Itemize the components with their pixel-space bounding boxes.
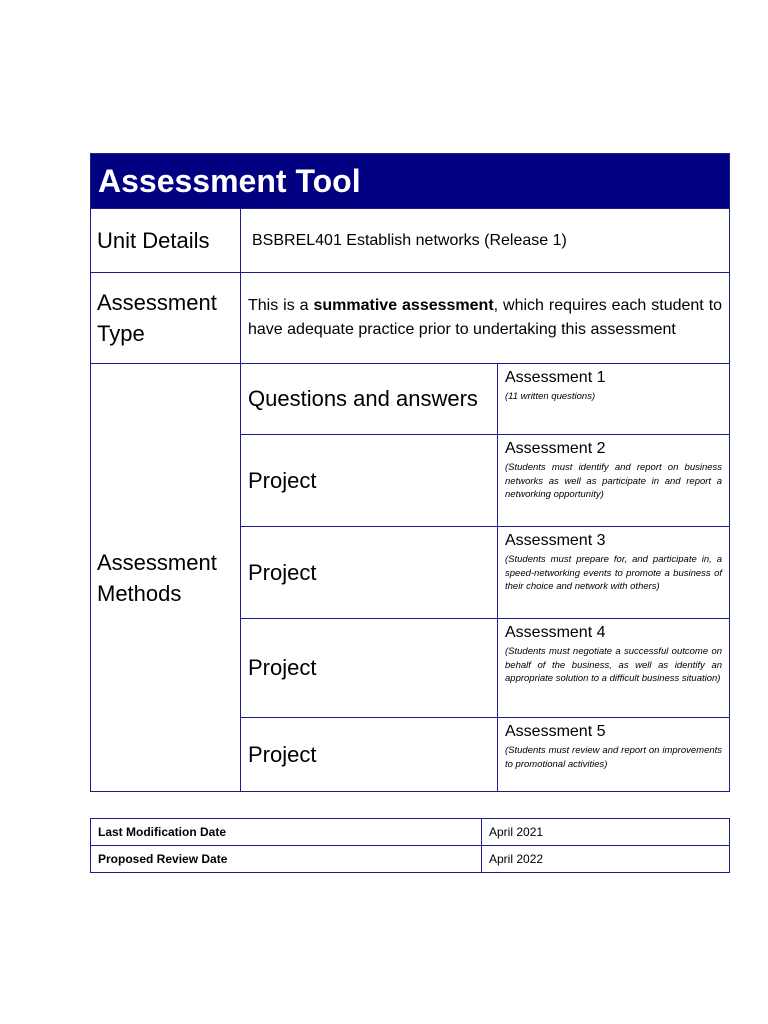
assessment-3-desc: (Students must prepare for, and participate in, a speed-networking events to promote a business of their choice and network with others)	[505, 554, 723, 592]
unit-details-label: Unit Details	[91, 209, 241, 273]
assessment-methods-label: Assessment Methods	[91, 364, 241, 792]
method-3: Project	[241, 527, 498, 619]
assessment-tool-table	[90, 153, 730, 792]
assessment-type-value	[241, 273, 730, 364]
method-2: Project	[241, 435, 498, 527]
last-modification-label: Last Modification Date	[91, 819, 482, 846]
method-4: Project	[241, 619, 498, 718]
assessment-type-label: Assessment Type	[91, 273, 241, 364]
method-5: Project	[241, 718, 498, 792]
assessment-3-cell	[498, 527, 730, 619]
method-1: Questions and answers	[241, 364, 498, 435]
type-text-bold: summative assessment	[313, 297, 494, 314]
assessment-4-desc: (Students must negotiate a successful outcome on behalf of the business, as well as identify an appropriate solution to a difficult business situation)	[505, 646, 723, 684]
assessment-2-desc: (Students must identify and report on business networks as well as participate in and report a networking opportunity)	[505, 462, 723, 500]
assessment-5-desc: (Students must review and report on improvements to promotional activities)	[505, 745, 723, 770]
assessment-1-desc: (11 written questions)	[505, 391, 596, 402]
proposed-review-value: April 2022	[482, 846, 730, 873]
assessment-5-title: Assessment 5	[505, 723, 606, 740]
assessment-1-cell	[498, 364, 730, 435]
dates-table	[90, 818, 730, 873]
assessment-3-title: Assessment 3	[505, 532, 606, 549]
assessment-2-title: Assessment 2	[505, 440, 606, 457]
last-modification-value: April 2021	[482, 819, 730, 846]
assessment-4-cell	[498, 619, 730, 718]
assessment-4-title: Assessment 4	[505, 624, 606, 641]
unit-details-value: BSBREL401 Establish networks (Release 1)	[241, 209, 730, 273]
assessment-5-cell	[498, 718, 730, 792]
table-title: Assessment Tool	[91, 154, 730, 209]
assessment-2-cell	[498, 435, 730, 527]
proposed-review-label: Proposed Review Date	[91, 846, 482, 873]
assessment-1-title: Assessment 1	[505, 369, 606, 386]
table-row	[91, 819, 730, 846]
table-row	[91, 846, 730, 873]
type-text-after: , which requires each student to have adequate practice prior to undertaking this assessment	[248, 297, 723, 338]
type-text-before: This is a	[248, 297, 314, 314]
